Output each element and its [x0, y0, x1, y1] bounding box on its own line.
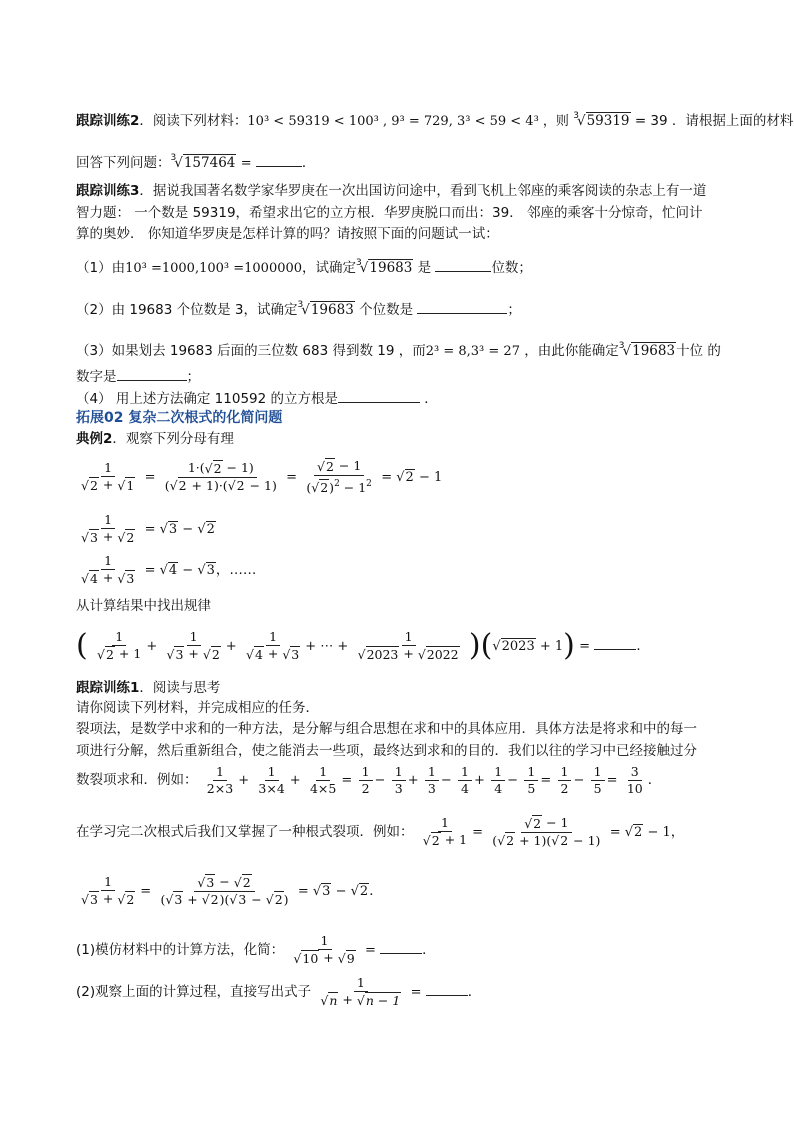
track3-q3-line2: 数字是 ；: [76, 366, 734, 387]
example2-intro: 典例2．观察下列分母有理: [76, 431, 234, 447]
answer-blank[interactable]: [256, 152, 302, 167]
track3-q3: （3）如果划去 19683 后面的三位数 683 得到数 19 ，而2³ = 8,3³ = 27 ，由此你能确定$^3$√ 19683十位 的: [76, 336, 734, 362]
track1-task1: (1)模仿材料中的计算方法，化简： 1 √ 10 + √ 9 = ．: [76, 930, 734, 970]
example2-label: 典例2: [76, 431, 113, 447]
track3-p2: 智力题： 一个数是 59319，希望求出它的立方根．华罗庚脱口而出：39． 邻座的乘客十分惊奇，忙问计: [76, 205, 703, 221]
track3-q4: （4） 用上述方法确定 110592 的立方根是 ．: [76, 388, 734, 409]
answer-blank[interactable]: [426, 981, 468, 996]
track3-p3: 算的奥妙． 你知道华罗庚是怎样计算的吗？请按照下面的问题试一试：: [76, 226, 499, 242]
track1-label: 跟踪训练1: [76, 680, 140, 696]
example-eq-2: 1 √ 3 + √ 2 = √ 3 − √ 2: [76, 509, 734, 549]
answer-blank[interactable]: [117, 366, 187, 381]
track3-q2: （2）由 19683 个位数是 3，试确定$^3$√ 19683 个位数是 ；: [76, 295, 734, 320]
track3-label: 跟踪训练3: [76, 183, 140, 199]
track1-l1: 请你阅读下列材料，并完成相应的任务．: [76, 700, 319, 716]
rule-text: 从计算结果中找出规律: [76, 598, 211, 614]
track1-task2: (2)观察上面的计算过程，直接写出式子 1 √ n + √ n − 1 = ．: [76, 972, 734, 1012]
answer-blank[interactable]: [435, 257, 491, 272]
track1-title: 跟踪训练1．阅读与思考: [76, 680, 221, 696]
answer-blank[interactable]: [338, 388, 420, 403]
example-eq-3: 1 √ 4 + √ 3 = √ 4 − √ 3，……: [76, 550, 734, 590]
track2-label: 跟踪训练2: [76, 113, 140, 129]
track1-l4: 数裂项求和．例如： $\frac{1}{2\times 3}$ + $\frac{1}{3\times 4}$ + $\frac{1}{4\times 5}$ = $\frac{1}{2}$ − $\frac{1}{3}$ + $\frac{1}{3}$ − $\frac{1}{4}$ + $\frac{1}{4}$ − $\frac{1}{5}$ = $\frac{1}{2}$ − $\frac{1}{5}$ = $\frac{3}{10}$ ．: [76, 763, 662, 796]
track1-l6: 1 √ 3 + √ 2 = √ $\frac{3 - √ 2}{(√ 3 + √ 2)(√ 3 - √ 2)}$ = √ 3 − √ 2．: [76, 867, 734, 915]
track1-l5: 在学习完二次根式后我们又掌握了一种根式裂项．例如： 1 √ 2 + 1 = √ $\frac{2 - 1}{(√ 2 + 1)(√ 2 - 1)}$ = √ 2 − 1，: [76, 808, 734, 856]
sum-expression: ( 1 √ 2 + 1 + 1 √ 3 + √ 2 + 1 √ 4 + √ 3 + ⋯ + 1 √ 2023 + √ 2022 )(√ 2023 + 1) = ．: [76, 622, 734, 670]
track1-l2: 裂项法，是数学中求和的一种方法，是分解与组合思想在求和中的具体应用．具体方法是将求和中的每一: [76, 721, 697, 737]
answer-blank[interactable]: [594, 635, 636, 650]
track2-line1: 跟踪训练2．阅读下列材料：10³ < 59319 < 100³ , 9³ = 729, 3³ < 59 < 4³ ，则 $^3$√ 59319 = 39 ．请根据上面的材料: [76, 106, 734, 132]
track3-q1: （1）由10³ =1000,100³ =1000000，试确定$^3$√ 19683 是 位数；: [76, 253, 734, 279]
section-title: 拓展02 复杂二次根式的化简问题: [76, 410, 283, 426]
track2-line2: 回答下列问题：$^3$√ 157464 = ．: [76, 148, 734, 174]
answer-blank[interactable]: [380, 939, 422, 954]
track3-p1: 跟踪训练3．据说我国著名数学家华罗庚在一次出国访问途中，看到飞机上邻座的乘客阅读的杂志上有一道: [76, 183, 707, 199]
track1-l3: 项进行分解，然后重新组合，使之能消去一些项，最终达到求和的目的．我们以往的学习中已经接触过分: [76, 743, 697, 759]
answer-blank[interactable]: [417, 299, 507, 314]
example-eq-1: 1 √ 2 + √ 1 = $\frac{1\cdot(√ 2 - 1)}{(√ 2 + 1)\cdot(√ 2 - 1)}$ = √ $\frac{2 - 1}{(√ 2)^2 - 1^2}$ = √ 2 − 1: [76, 454, 734, 500]
